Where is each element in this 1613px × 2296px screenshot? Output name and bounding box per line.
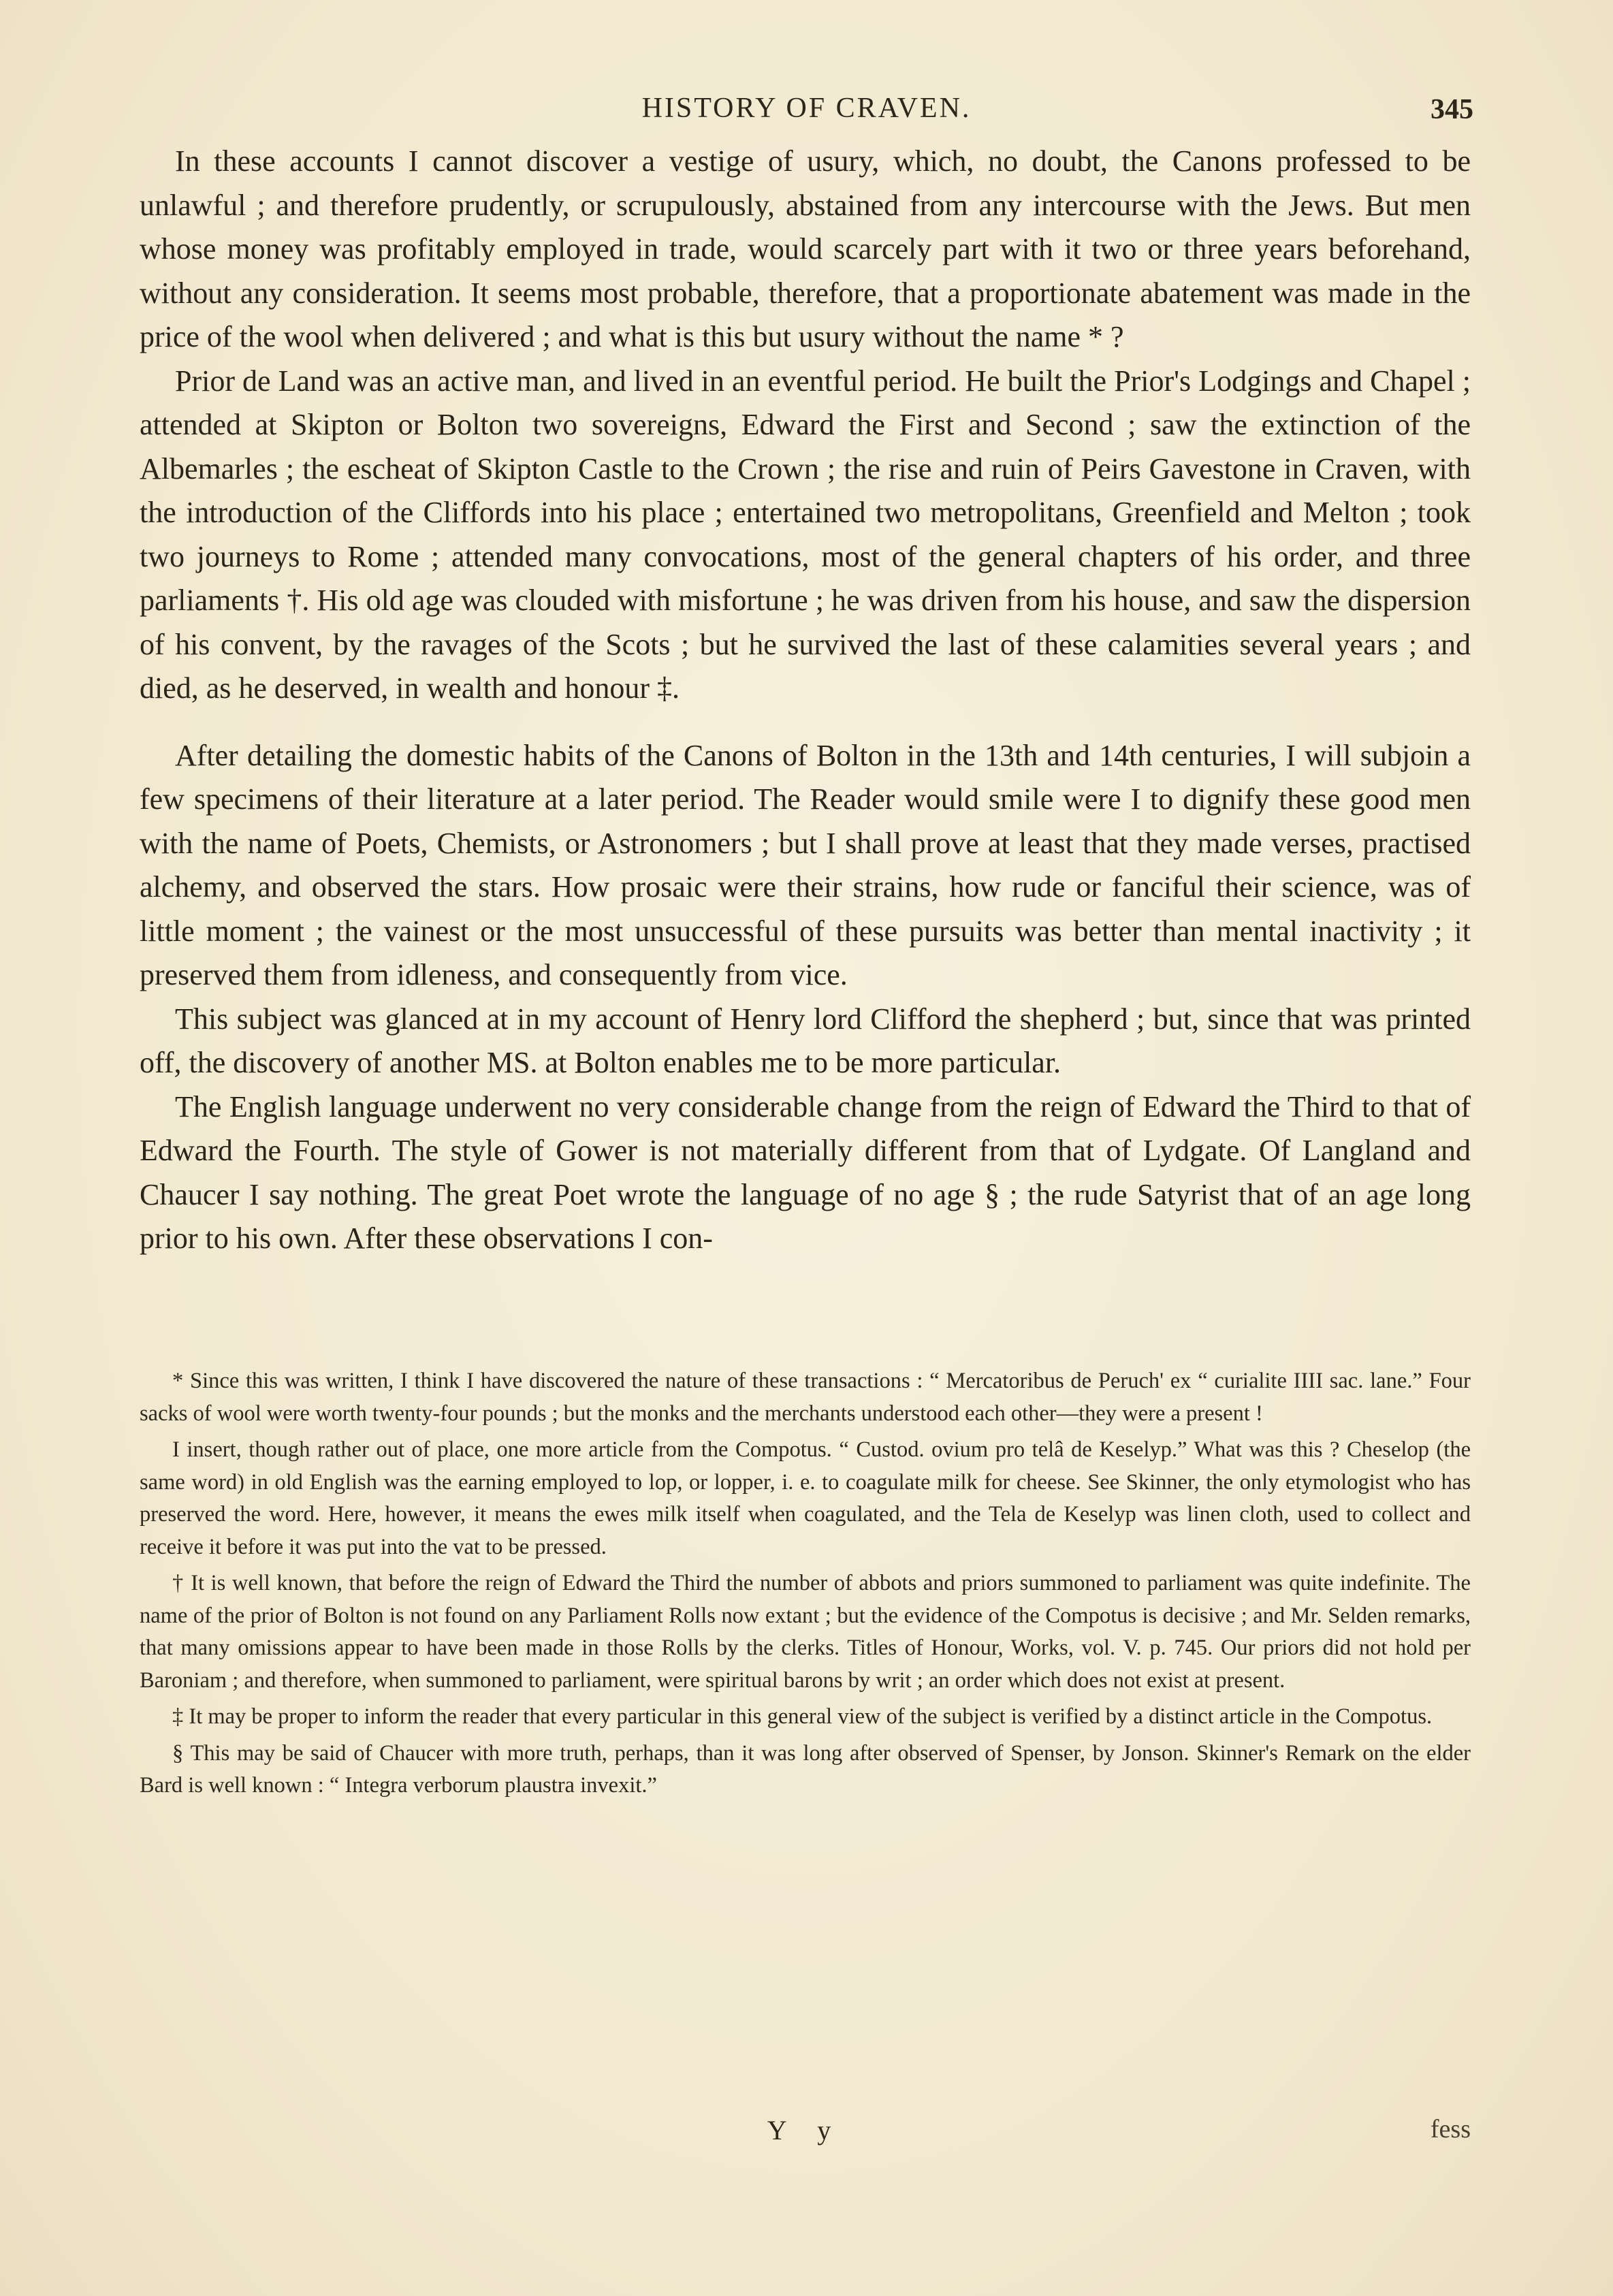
footnote-section: § This may be said of Chaucer with more truth, perhaps, than it was long after observed of Spenser, by Jonson. Skinner's Remark on the elder Bard is well known : “ Integra verborum plaustra invexit.” — [140, 1740, 1471, 1798]
footnote-compotus-insert: I insert, though rather out of place, one more article from the Compotus. “ Custod. ovium pro telâ de Keselyp.” What was this ? Cheselop (the same word) in old English was the earning employed to lop, or lopper, i. e. to coagulate milk for cheese. See Skinner, the only etymologist who has preserved the word. Here, however, it means the ewes milk itself when coagulated, and the Tela de Keselyp was linen cloth, used to collect and receive it before it was put into the vat to be pressed. — [140, 1437, 1471, 1559]
catchword: fess — [1430, 2115, 1471, 2143]
running-title: HISTORY OF CRAVEN. — [641, 93, 972, 124]
page-number: 345 — [1431, 94, 1473, 125]
footnote-asterisk: * Since this was written, I think I have discovered the nature of these transactions : “ Mercatoribus de Peruch' ex “ curialite IIII sac. lane.” Four sacks of wool were worth twenty-four pounds ; but the monks and the merchants understood each other—they were a present ! — [140, 1369, 1471, 1426]
footnotes — [140, 1365, 1471, 1802]
signature-mark: Y y — [767, 2115, 844, 2146]
footnote-dagger: † It is well known, that before the reign of Edward the Third the number of abbots and priors summoned to parliament was quite indefinite. The name of the prior of Bolton is not found on any Parliament Rolls now extant ; but the evidence of the Compotus is decisive ; and Mr. Selden remarks, that many omissions appear to have been made in those Rolls by the clerks. Titles of Honour, Works, vol. V. p. 745. Our priors did not hold per Baroniam ; and therefore, when summoned to parliament, were spiritual barons by writ ; an order which does not exist at present. — [140, 1571, 1471, 1693]
running-head — [140, 92, 1473, 133]
page-footer — [140, 2114, 1471, 2155]
body-text — [140, 140, 1471, 1261]
paragraph-english-language: The English language underwent no very considerable change from the reign of Edward the Third to that of Edward the Fourth. The style of Gower is not materially different from that of Lydgate. Of Langland and Chaucer I say nothing. The great Poet wrote the language of no age § ; the rude Satyrist that of an age long prior to his own. After these observations I con- — [140, 1089, 1471, 1255]
paragraph-literature: After detailing the domestic habits of the Canons of Bolton in the 13th and 14th centuries, I will subjoin a few specimens of their literature at a later period. The Reader would smile were I to dignify these good men with the name of Poets, Chemists, or Astronomers ; but I shall prove at least that they made verses, practised alchemy, and observed the stars. How prosaic were their strains, how rude or fanciful their science, was of little moment ; the vainest or the most unsuccessful of these pursuits was better than mental inactivity ; it preserved them from idleness, and consequently from vice. — [140, 738, 1471, 991]
paragraph-prior-de-land: Prior de Land was an active man, and lived in an eventful period. He built the Prior's Lodgings and Chapel ; attended at Skipton or Bolton two sovereigns, Edward the First and Second ; saw the extinction of the Albemarles ; the escheat of Skipton Castle to the Crown ; the rise and ruin of Peirs Gavestone in Craven, with the introduction of the Cliffords into his place ; entertained two metropolitans, Greenfield and Melton ; took two journeys to Rome ; attended many convocations, most of the general chapters of his order, and three parliaments †. His old age was clouded with misfortune ; he was driven from his house, and saw the dispersion of his convent, by the ravages of the Scots ; but he survived the last of these calamities several years ; and died, as he deserved, in wealth and honour ‡. — [140, 364, 1471, 705]
paragraph-clifford: This subject was glanced at in my account of Henry lord Clifford the shepherd ; but, since that was printed off, the discovery of another MS. at Bolton enables me to be more particular. — [140, 1002, 1471, 1079]
footnote-double-dagger: ‡ It may be proper to inform the reader that every particular in this general view of the subject is verified by a distinct article in the Compotus. — [172, 1704, 1433, 1729]
paragraph-usury: In these accounts I cannot discover a vestige of usury, which, no doubt, the Canons professed to be unlawful ; and therefore prudently, or scrupulously, abstained from any intercourse with the Jews. But men whose money was profitably employed in trade, would scarcely part with it two or three years beforehand, without any consideration. It seems most probable, therefore, that a proportionate abatement was made in the price of the wool when delivered ; and what is this but usury without the name * ? — [140, 144, 1471, 353]
